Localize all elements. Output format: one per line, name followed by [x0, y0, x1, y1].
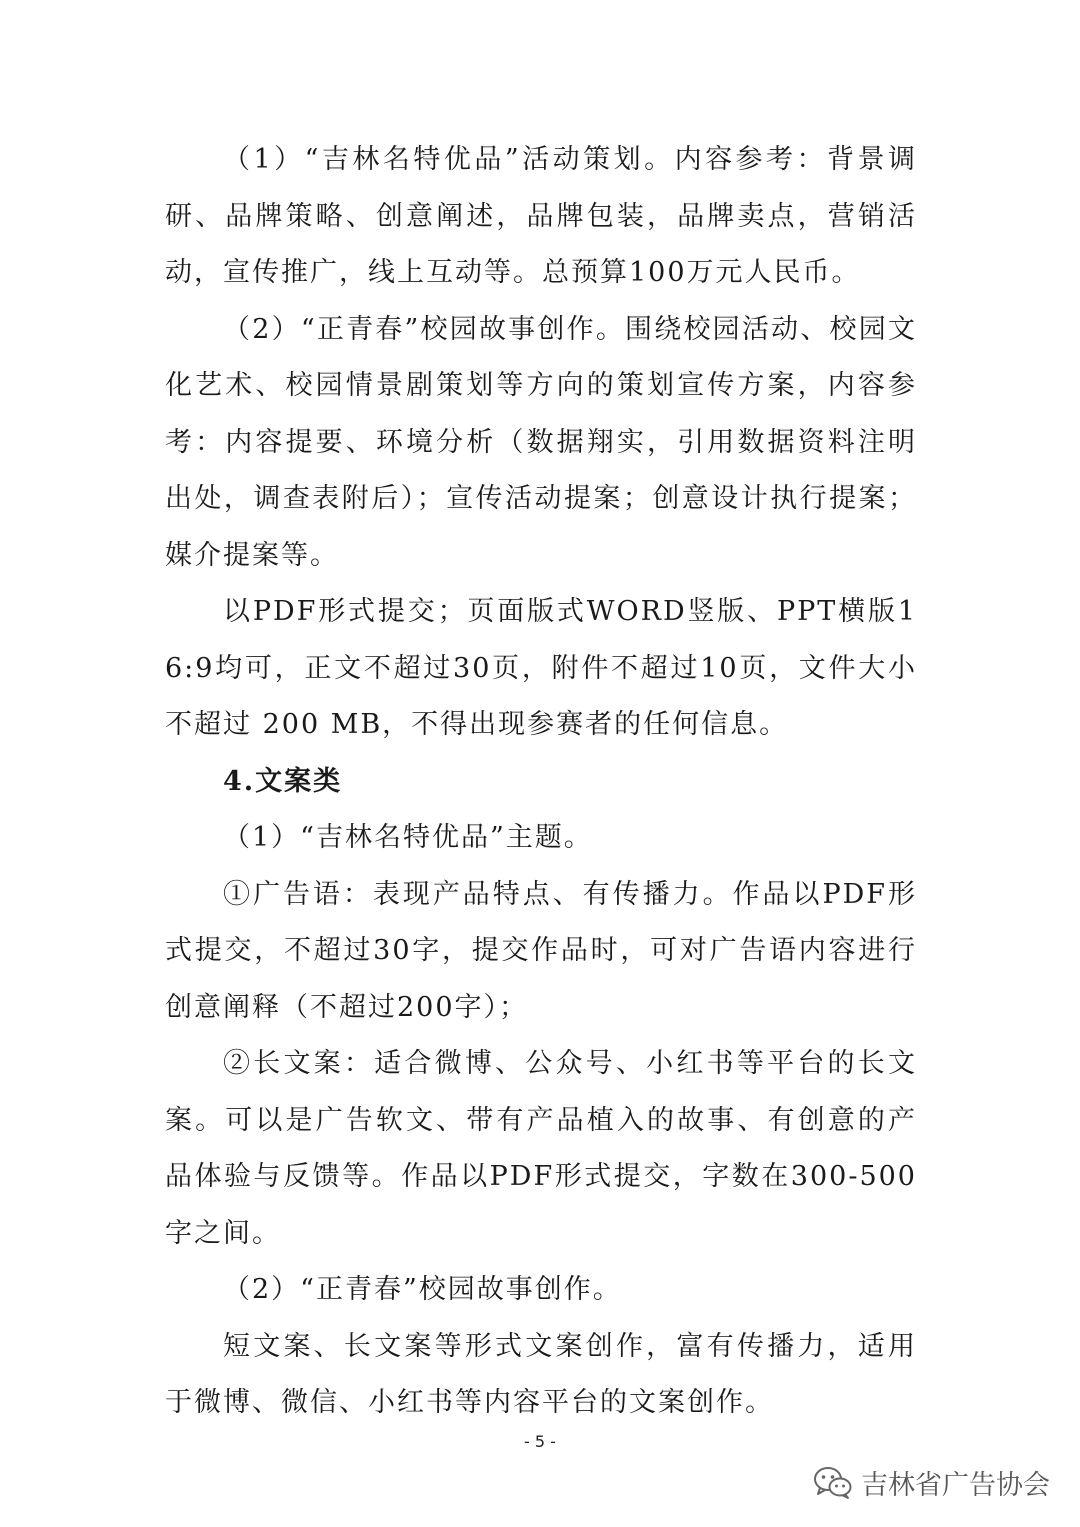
paragraph-short-long-copy: 短文案、长文案等形式文案创作，富有传播力，适用于微博、微信、小红书等内容平台的文案创作。	[165, 1330, 917, 1418]
page-number: - 5 -	[524, 1432, 556, 1451]
paragraph-long-copy: ②长文案：适合微博、公众号、小红书等平台的长文案。可以是广告软文、带有产品植入的故事、有创意的产品体验与反馈等。作品以PDF形式提交，字数在300-500字之间。	[165, 1048, 917, 1249]
paragraph-slogan: ①广告语：表现产品特点、有传播力。作品以PDF形式提交，不超过30字，提交作品时，可对广告语内容进行创意阐释（不超过200字）；	[165, 878, 917, 1023]
paragraph-theme-jilin: （1）“吉林名特优品”主题。	[223, 822, 593, 853]
section-heading-copywriting: 4.文案类	[223, 765, 343, 797]
wechat-icon	[813, 1466, 853, 1500]
document-body	[165, 132, 917, 1432]
paragraph-submission-format: 以PDF形式提交；页面版式WORD竖版、PPT横版16:9均可，正文不超过30页，附件不超过10页，文件大小不超过 200 MB，不得出现参赛者的任何信息。	[165, 596, 917, 740]
paragraph-activity-planning: （1）“吉林名特优品”活动策划。内容参考：背景调研、品牌策略、创意阐述，品牌包装，品牌卖点，营销活动，宣传推广，线上互动等。总预算100万元人民币。	[165, 144, 917, 288]
wechat-watermark	[813, 1463, 1050, 1502]
watermark-text: 吉林省广告协会	[861, 1470, 1050, 1501]
paragraph-theme-youth: （2）“正青春”校园故事创作。	[223, 1274, 622, 1305]
paragraph-campus-story: （2）“正青春”校园故事创作。围绕校园活动、校园文化艺术、校园情景剧策划等方向的策划宣传方案，内容参考：内容提要、环境分析（数据翔实，引用数据资料注明出处，调查表附后）；宣传活动提案；创意设计执行提案；媒介提案等。	[165, 313, 917, 571]
